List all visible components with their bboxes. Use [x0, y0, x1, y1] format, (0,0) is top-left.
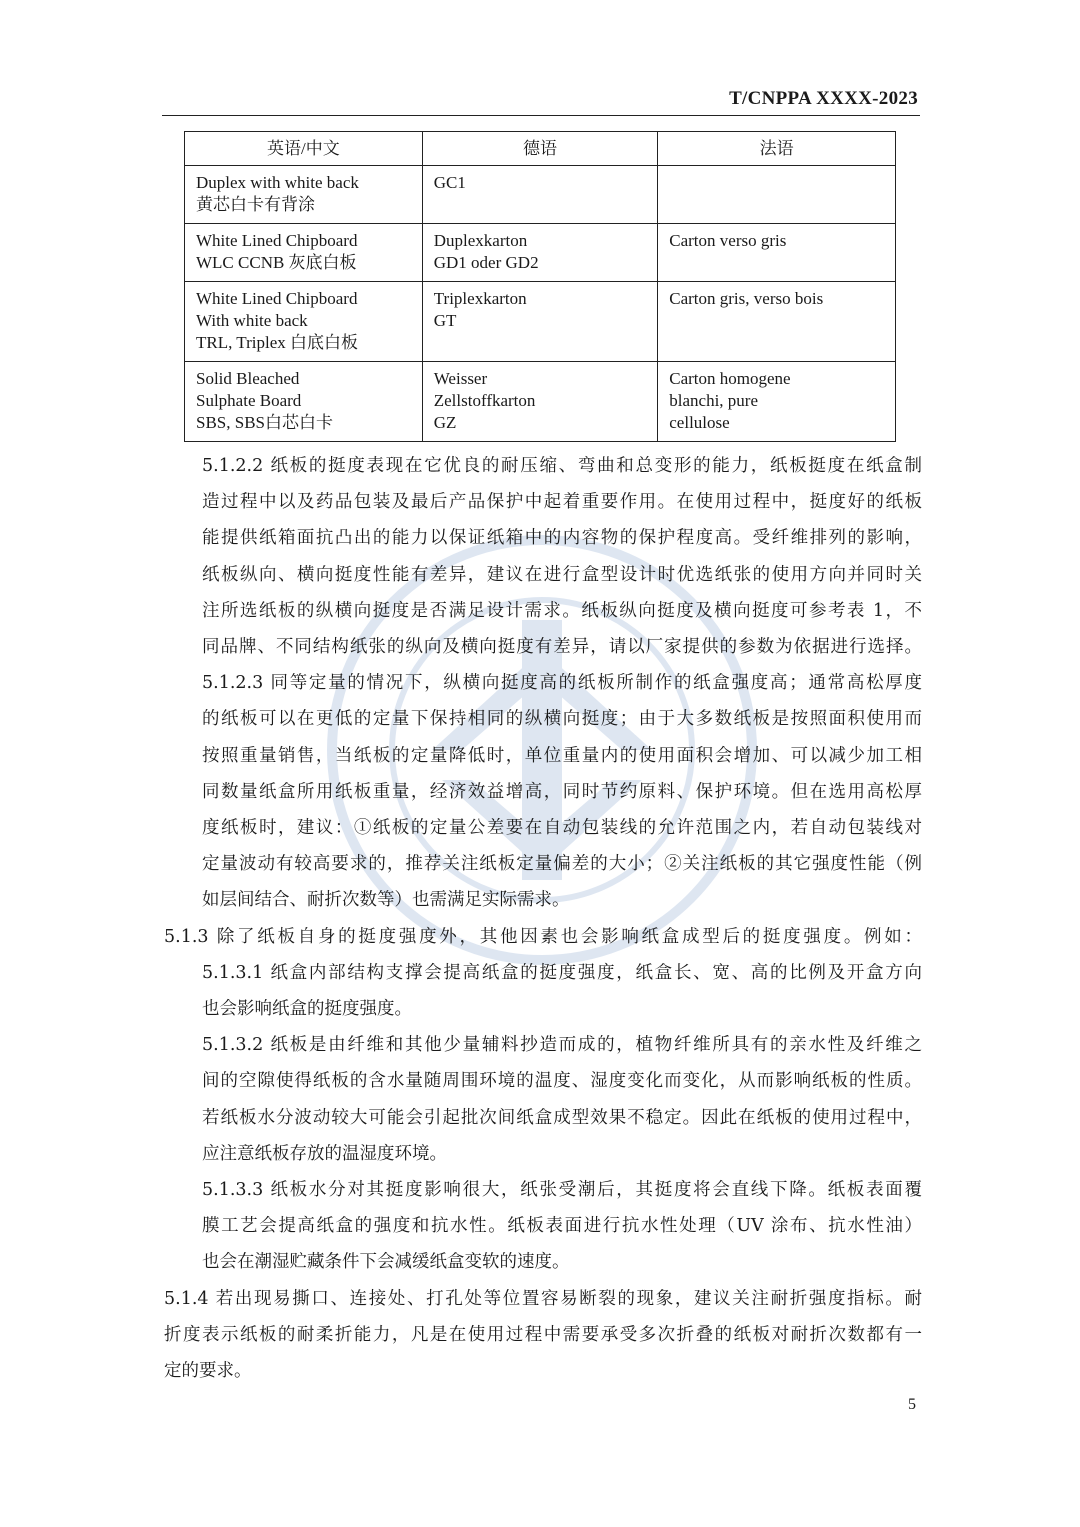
page-number: 5 [908, 1396, 916, 1413]
cell-line: Carton gris, verso bois [669, 289, 824, 308]
cell-english-chinese [185, 166, 423, 224]
paragraph-line: 的纸板可以在更低的定量下保持相同的纵横向挺度；由于大多数纸板是按照面积使用而 [202, 709, 922, 730]
paragraph-line: 间的空隙使得纸板的含水量随周围环境的温度、湿度变化而变化，从而影响纸板的性质。 [202, 1071, 922, 1092]
paragraph-line: 注所选纸板的纵横向挺度是否满足设计需求。纸板纵向挺度及横向挺度可参考表 1，不 [202, 600, 922, 621]
paragraph-line: 按照重量销售，当纸板的定量降低时，单位重量内的使用面积会增加、可以减少加工相 [202, 745, 922, 766]
paragraph-line: 若纸板水分波动较大可能会引起批次间纸盒成型效果不稳定。因此在纸板的使用过程中， [202, 1107, 922, 1128]
paragraph-line: 应注意纸板存放的温湿度环境。 [202, 1143, 447, 1164]
table-row [185, 224, 896, 282]
cell-line: GC1 [433, 173, 466, 192]
paragraph-line: 5.1.3 除了纸板自身的挺度强度外，其他因素也会影响纸盒成型后的挺度强度。例如： [164, 926, 922, 947]
cell-line: White Lined Chipboard [196, 289, 358, 308]
paragraph-line: 定的要求。 [164, 1361, 252, 1382]
paragraph-line: 膜工艺会提高纸盒的强度和抗水性。纸板表面进行抗水性处理（UV 涂布、抗水性油） [202, 1216, 922, 1237]
cell-french [658, 282, 896, 362]
cell-line: cellulose [669, 413, 730, 432]
cell-line: GD1 oder GD2 [433, 253, 539, 272]
paragraph-line: 造过程中以及药品包装及最后产品保护中起着重要作用。在使用过程中，挺度好的纸板 [202, 492, 922, 513]
paragraph-line: 5.1.4 若出现易撕口、连接处、打孔处等位置容易断裂的现象，建议关注耐折强度指标。耐 [164, 1288, 922, 1309]
cell-line: Carton verso gris [669, 231, 787, 250]
cell-line: Triplexkarton [433, 289, 527, 308]
cell-line: GZ [433, 413, 457, 432]
paragraph-line: 5.1.2.3 同等定量的情况下，纵横向挺度高的纸板所制作的纸盒强度高；通常高松厚度 [202, 673, 922, 694]
paragraph-line: 5.1.3.3 纸板水分对其挺度影响很大，纸张受潮后，其挺度将会直线下降。纸板表面覆 [202, 1180, 922, 1201]
cell-line: SBS, SBS白芯白卡 [196, 413, 333, 432]
header-french: 法语 [658, 132, 896, 166]
cell-french [658, 362, 896, 442]
paragraph-line: 折度表示纸板的耐柔折能力，凡是在使用过程中需要承受多次折叠的纸板对耐折次数都有一 [164, 1324, 922, 1345]
header-english-chinese: 英语/中文 [185, 132, 423, 166]
terminology-table [184, 131, 896, 442]
cell-english-chinese [185, 282, 423, 362]
cell-german [422, 362, 658, 442]
cell-line: TRL, Triplex 白底白板 [196, 333, 358, 352]
paragraph-line: 度纸板时，建议：①纸板的定量公差要在自动包装线的允许范围之内，若自动包装线对 [202, 818, 922, 839]
cell-line: Sulphate Board [196, 391, 302, 410]
cell-line: Duplexkarton [433, 231, 528, 250]
cell-line: blanchi, pure [669, 391, 758, 410]
cell-french [658, 224, 896, 282]
cell-line: Weisser [433, 369, 488, 388]
document-code: T/CNPPA XXXX-2023 [729, 88, 918, 109]
cell-english-chinese [185, 362, 423, 442]
header-german: 德语 [422, 132, 658, 166]
table-row [185, 362, 896, 442]
table-row [185, 282, 896, 362]
body-text [164, 448, 922, 1389]
cell-line: GT [433, 311, 457, 330]
cell-line: Duplex with white back [196, 173, 359, 192]
cell-german [422, 224, 658, 282]
cell-line: Carton homogene [669, 369, 791, 388]
paragraph-line: 5.1.2.2 纸板的挺度表现在它优良的耐压缩、弯曲和总变形的能力，纸板挺度在纸盒制 [202, 456, 922, 476]
header-rule [162, 115, 920, 116]
paragraph-line: 5.1.3.2 纸板是由纤维和其他少量辅料抄造而成的，植物纤维所具有的亲水性及纤维之 [202, 1035, 922, 1056]
cell-line: Zellstoffkarton [433, 391, 536, 410]
cell-french [658, 166, 896, 224]
paragraph-line: 同品牌、不同结构纸张的纵向及横向挺度有差异，请以厂家提供的参数为依据进行选择。 [202, 637, 922, 658]
cell-english-chinese [185, 224, 423, 282]
paragraph-line: 如层间结合、耐折次数等）也需满足实际需求。 [202, 890, 570, 911]
paragraph-line: 同数量纸盒所用纸板重量，经济效益增高，同时节约原料、保护环境。但在选用高松厚 [202, 781, 922, 802]
cell-line: With white back [196, 311, 308, 330]
cell-line: WLC CCNB 灰底白板 [196, 253, 357, 272]
paragraph-line: 也会在潮湿贮藏条件下会减缓纸盒变软的速度。 [202, 1252, 570, 1273]
cell-line: 黄芯白卡有背涂 [196, 195, 315, 214]
cell-german [422, 166, 658, 224]
paragraph-line: 5.1.3.1 纸盒内部结构支撑会提高纸盒的挺度强度，纸盒长、宽、高的比例及开盒方向 [202, 962, 922, 983]
cell-german [422, 282, 658, 362]
cell-line: White Lined Chipboard [196, 231, 358, 250]
cell-line: Solid Bleached [196, 369, 300, 388]
paragraph-line: 定量波动有较高要求的，推荐关注纸板定量偏差的大小；②关注纸板的其它强度性能（例 [202, 854, 922, 875]
paragraph-line: 纸板纵向、横向挺度性能有差异，建议在进行盒型设计时优选纸张的使用方向并同时关 [202, 564, 922, 585]
paragraph-line: 也会影响纸盒的挺度强度。 [202, 999, 412, 1020]
table-header-row [185, 132, 896, 166]
paragraph-line: 能提供纸箱面抗凸出的能力以保证纸箱中的内容物的保护程度高。受纤维排列的影响， [202, 528, 922, 549]
table-row [185, 166, 896, 224]
